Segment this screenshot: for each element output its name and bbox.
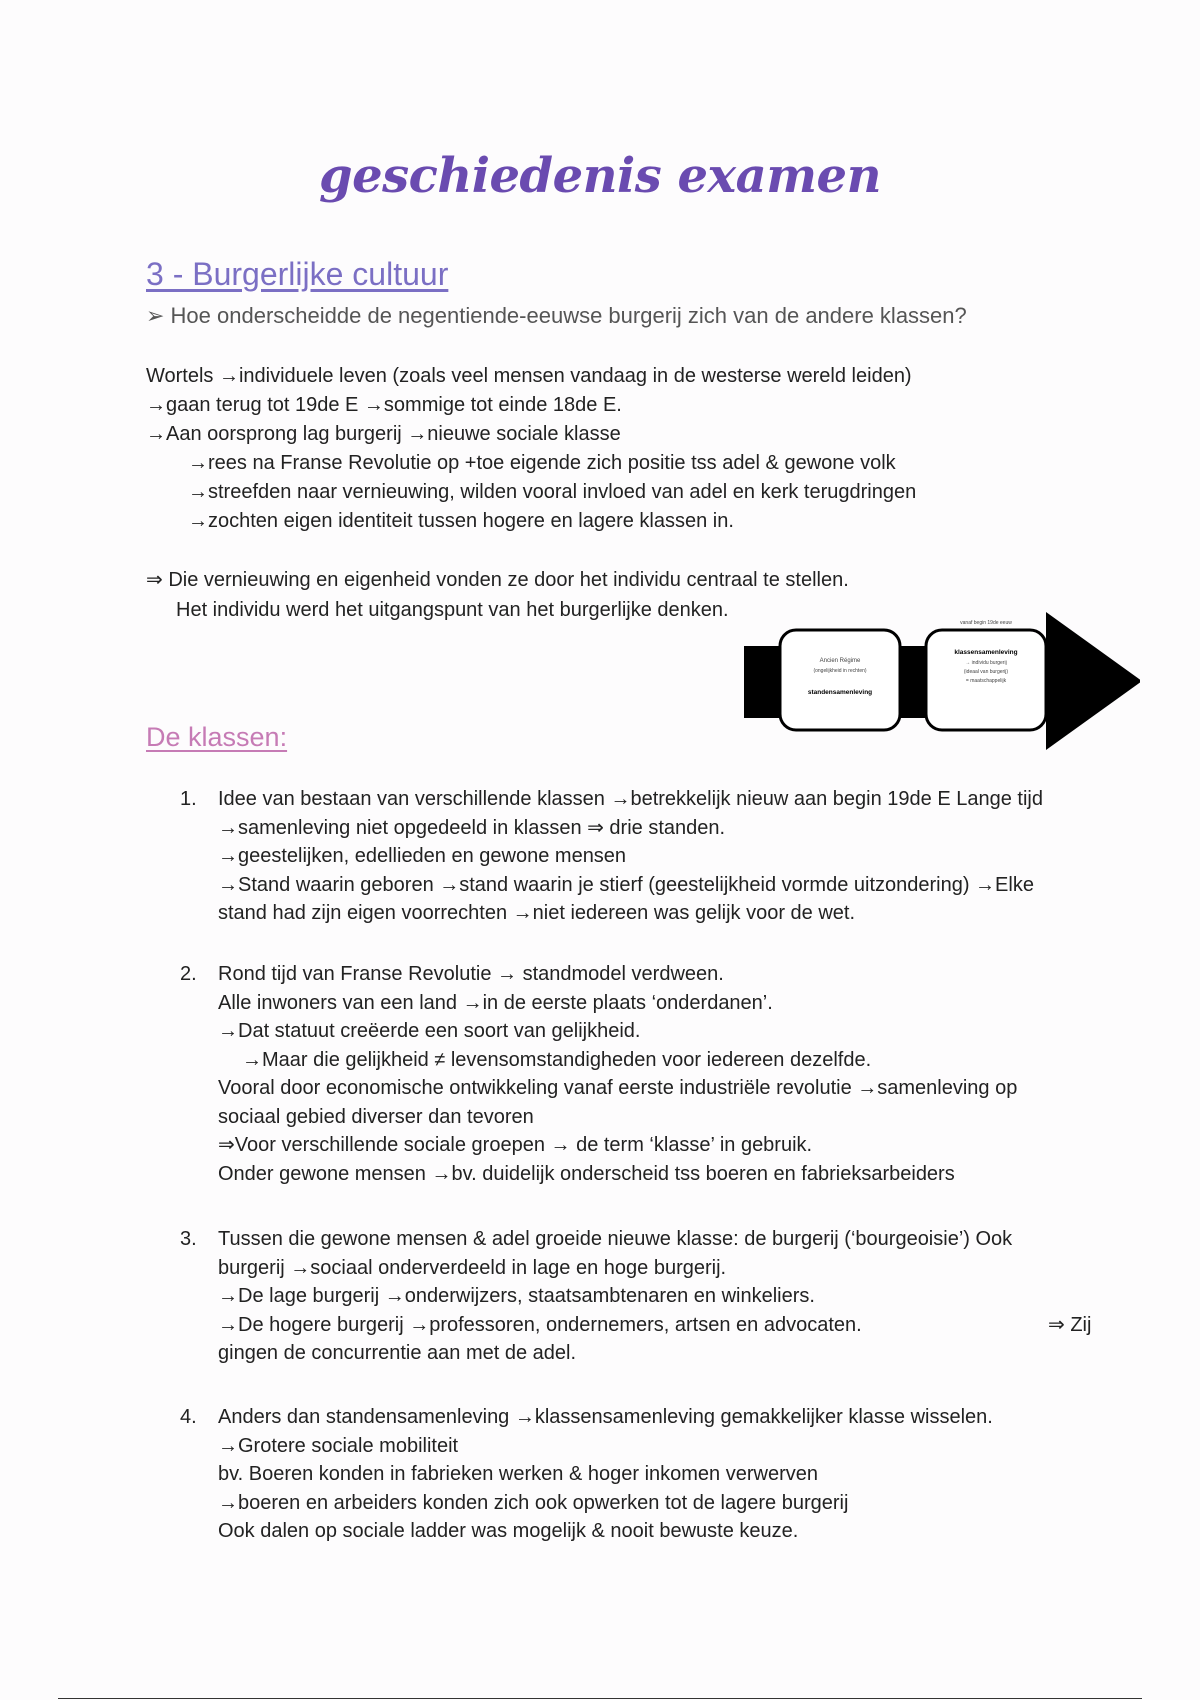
list-item — [180, 960, 1140, 1188]
box1-line: standensamenleving — [807, 689, 873, 696]
list-item — [180, 1403, 1140, 1546]
box2-line: (ideaal van burgerij) — [963, 669, 1009, 675]
item-line: →boeren en arbeiders konden zich ook opwerken tot de lagere burgerij — [218, 1491, 849, 1514]
item-line: Alle inwoners van een land →in de eerste plaats ‘onderdanen’. — [218, 991, 773, 1014]
item-line: →geestelijken, edellieden en gewone mensen — [218, 845, 627, 867]
footer-rule — [58, 1698, 1142, 1699]
item-line: →Dat statuut creëerde een soort van gelijkheid. — [218, 1020, 641, 1042]
section-question: ➢ Hoe onderscheidde de negentiende-eeuwse burgerij zich van de andere klassen? — [146, 303, 967, 328]
intro-line: →zochten eigen identiteit tussen hogere en lagere klassen in. — [188, 510, 734, 532]
item-line — [218, 1311, 1140, 1340]
item-line: Onder gewone mensen →bv. duidelijk onderscheid tss boeren en fabrieksarbeiders — [218, 1162, 955, 1185]
list-number: 3. — [180, 1228, 197, 1250]
conclusion-line: Het individu werd het uitgangspunt van het burgerlijke denken. — [176, 599, 729, 621]
box2-top: vanaf begin 19de eeuw — [960, 620, 1012, 626]
list-number: 1. — [180, 788, 197, 810]
page-title: geschiedenis examen — [319, 148, 881, 204]
box2-line: → individu burgerij — [965, 660, 1007, 666]
item-line: Anders dan standensamenleving →klassensamenleving gemakkelijker klasse wisselen. — [218, 1406, 993, 1428]
arrow-diagram — [740, 610, 1140, 752]
diagram-box-standen — [780, 630, 900, 730]
item-line-text: →De hogere burgerij →professoren, ondernemers, artsen en advocaten. — [218, 1313, 862, 1336]
item-line-text: ⇒ Zij — [1048, 1313, 1092, 1336]
item-line: Idee van bestaan van verschillende klassen →betrekkelijk nieuw aan begin 19de E Lange tijd — [218, 788, 1043, 810]
item-line: Vooral door economische ontwikkeling vanaf eerste industriële revolutie →samenleving op — [218, 1077, 1018, 1099]
item-line: →Grotere sociale mobiliteit — [218, 1434, 459, 1457]
intro-line: Wortels →individuele leven (zoals veel mensen vandaag in de westerse wereld leiden) — [146, 365, 912, 387]
intro-line: →gaan terug tot 19de E →sommige tot einde 18de E. — [146, 394, 622, 416]
list-item — [180, 1225, 1140, 1368]
list-number: 4. — [180, 1406, 197, 1428]
item-line: Tussen die gewone mensen & adel groeide nieuwe klasse: de burgerij (‘bourgeoisie’) Ook — [218, 1228, 1013, 1250]
item-line: →samenleving niet opgedeeld in klassen ⇒ drie standen. — [218, 816, 726, 839]
intro-line: →rees na Franse Revolutie op +toe eigende zich positie tss adel & gewone volk — [188, 452, 896, 474]
conclusion-line: ⇒ Die vernieuwing en eigenheid vonden ze door het individu centraal te stellen. — [146, 569, 849, 591]
list-item — [180, 785, 1140, 928]
item-line: →Maar die gelijkheid ≠ levensomstandigheden voor iedereen dezelfde. — [242, 1048, 872, 1071]
item-line: →De lage burgerij →onderwijzers, staatsambtenaren en winkeliers. — [218, 1285, 815, 1307]
item-line: Ook dalen op sociale ladder was mogelijk & nooit bewuste keuze. — [218, 1520, 799, 1542]
list-number: 2. — [180, 963, 197, 985]
klassen-heading: De klassen: — [146, 722, 288, 752]
item-line: gingen de concurrentie aan met de adel. — [218, 1342, 577, 1364]
item-line: ⇒Voor verschillende sociale groepen → de term ‘klasse’ in gebruik. — [218, 1134, 813, 1156]
item-line: sociaal gebied diverser dan tevoren — [218, 1105, 534, 1128]
item-line: burgerij →sociaal onderverdeeld in lage en hoge burgerij. — [218, 1256, 727, 1279]
item-line: bv. Boeren konden in fabrieken werken & hoger inkomen verwerven — [218, 1463, 818, 1485]
box2-line: = maatschappelijk — [965, 678, 1007, 684]
item-line: →Stand waarin geboren →stand waarin je stierf (geestelijkheid vormde uitzondering) →Elke — [218, 873, 1034, 896]
box2-line: klassensamenleving — [954, 649, 1018, 656]
box1-line: Ancien Régime — [819, 658, 861, 664]
box1-line: (ongelijkheid in rechten) — [813, 668, 867, 674]
section-heading: 3 - Burgerlijke cultuur — [146, 256, 449, 292]
intro-line: →Aan oorsprong lag burgerij →nieuwe sociale klasse — [146, 423, 621, 445]
item-line: Rond tijd van Franse Revolutie → standmodel verdween. — [218, 963, 724, 985]
item-line: stand had zijn eigen voorrechten →niet iedereen was gelijk voor de wet. — [218, 902, 856, 924]
intro-line: →streefden naar vernieuwing, wilden vooral invloed van adel en kerk terugdringen — [188, 481, 917, 503]
